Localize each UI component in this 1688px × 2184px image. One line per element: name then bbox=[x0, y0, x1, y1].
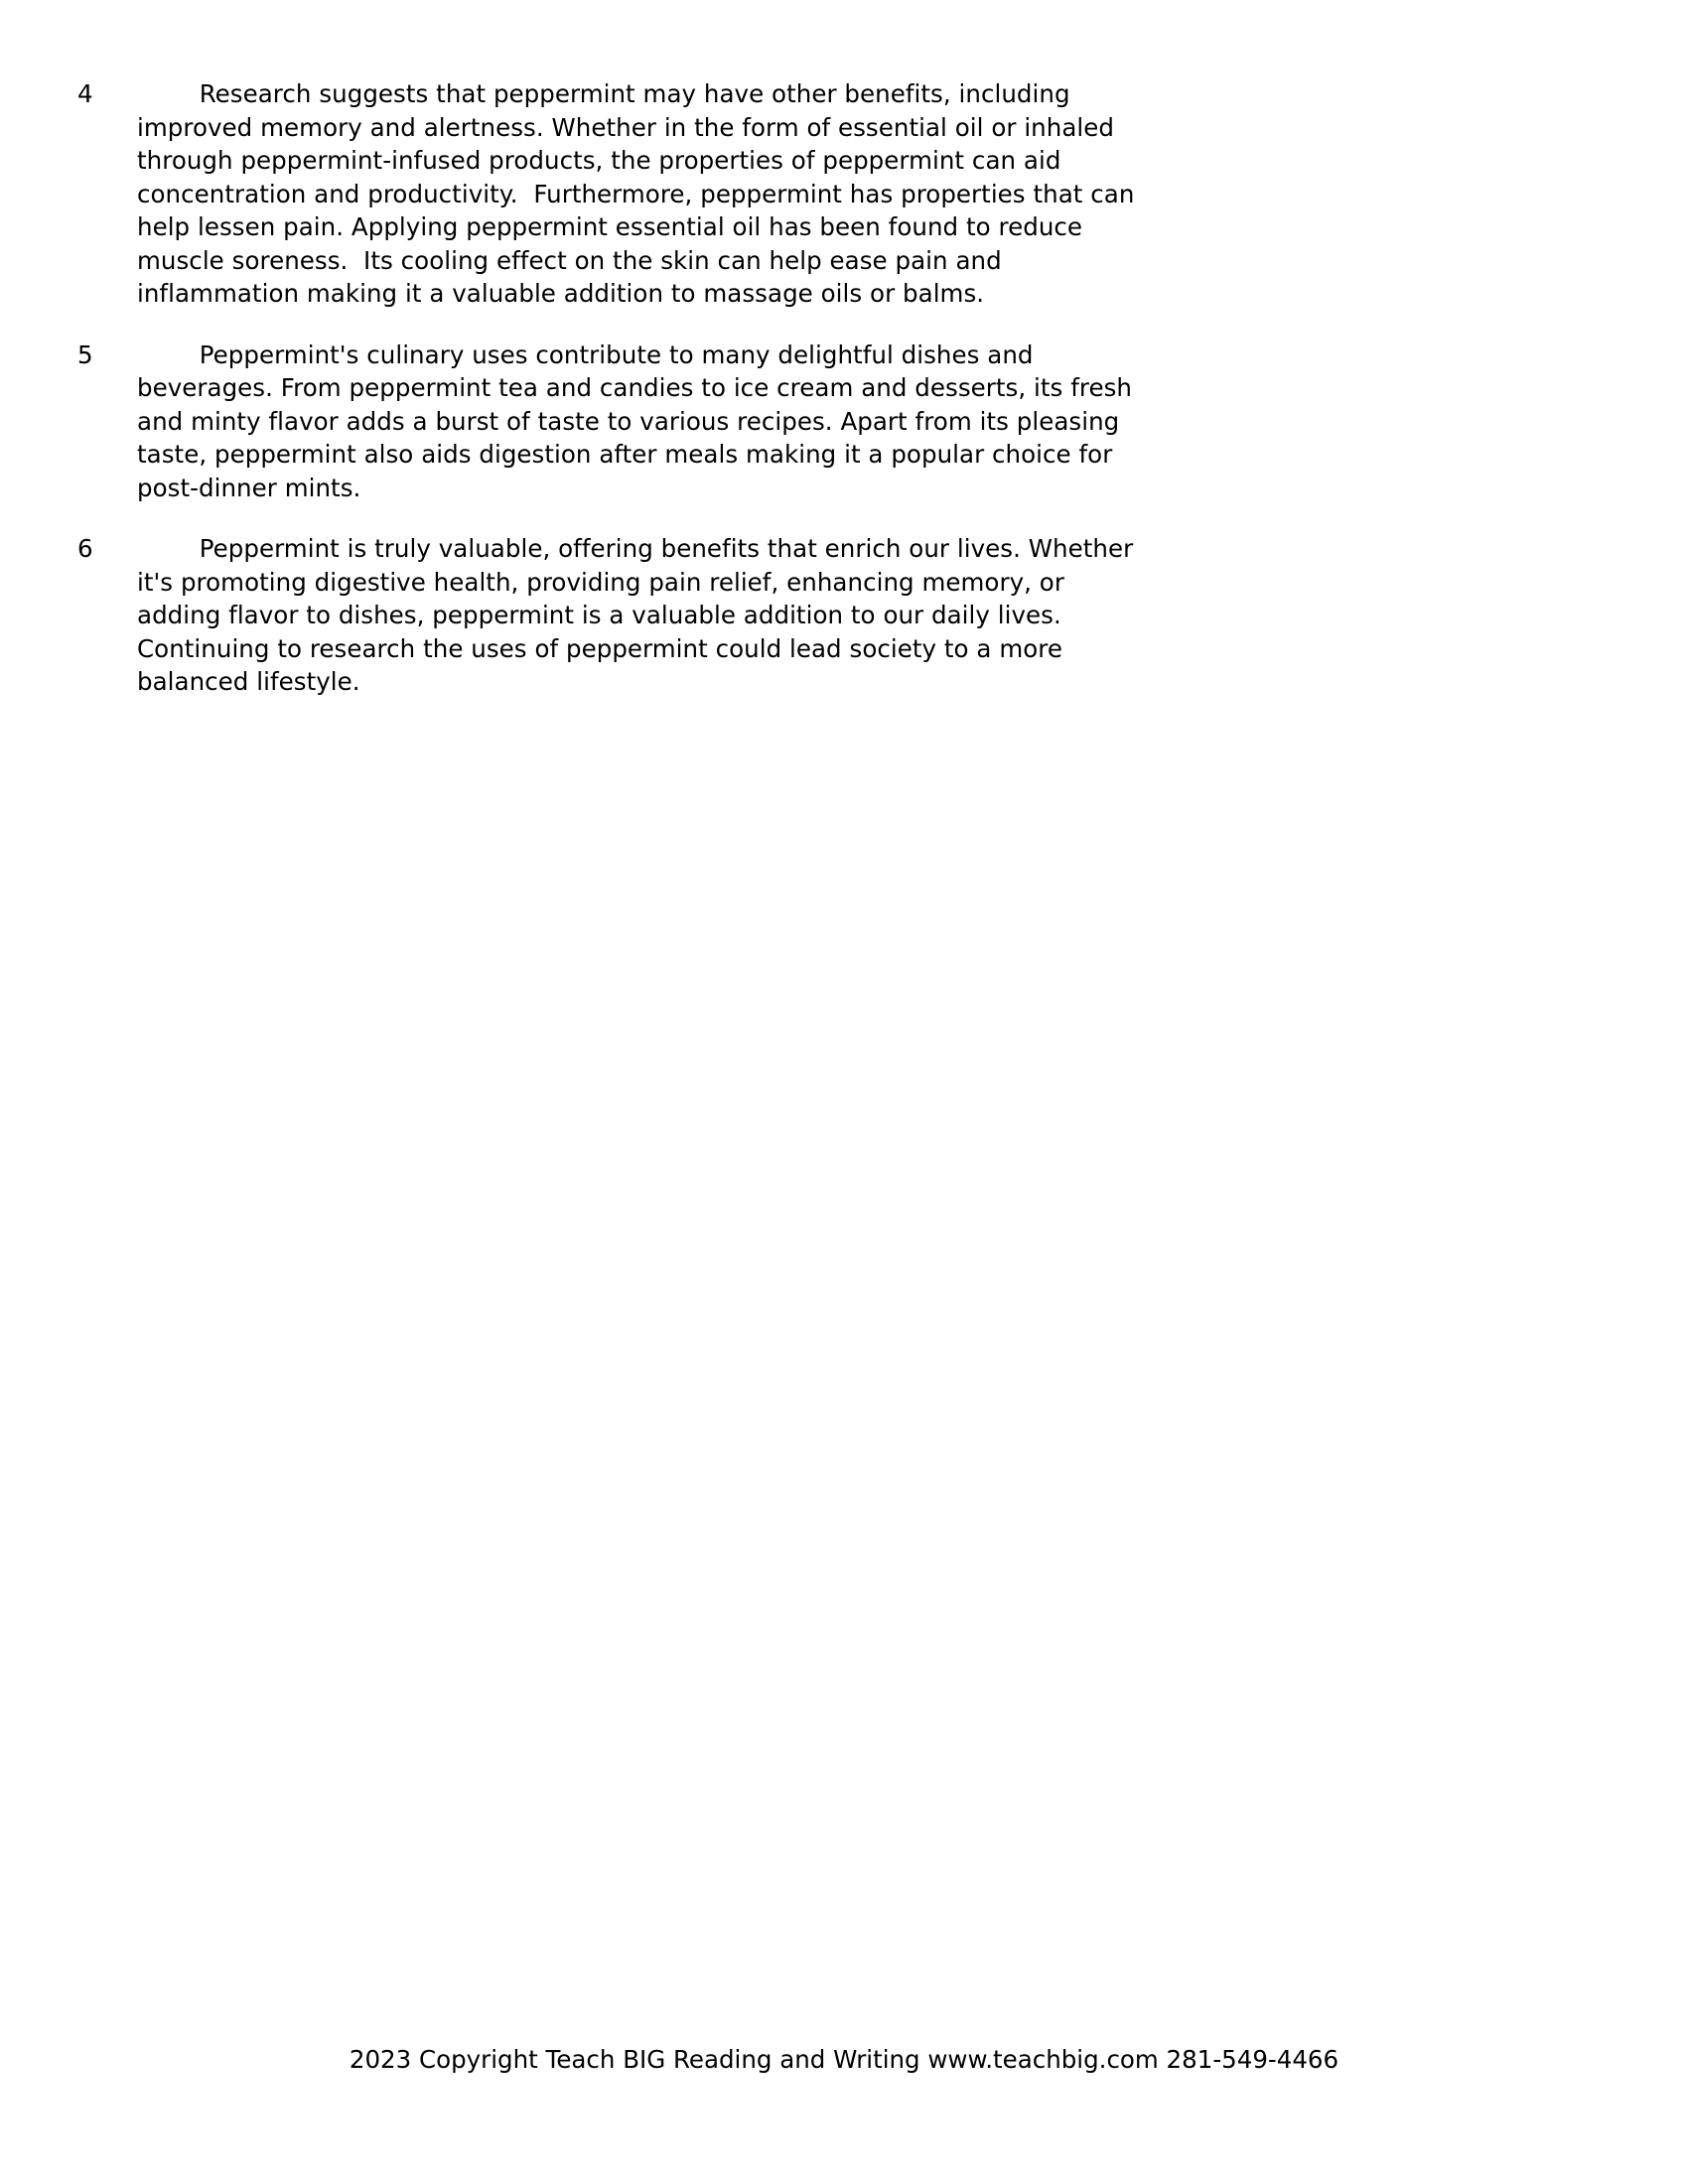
footer-copyright-text: 2023 Copyright Teach BIG Reading and Writing www.teachbig.com 281-549-4466 bbox=[349, 2045, 1339, 2074]
paragraph-text-4: Research suggests that peppermint may have other benefits, including improved memory and alertness. Whether in the form of essential oil or inhaled through peppermint-infused products, the properties of peppermint can aid concentration and productivity. Furthermore, peppermint has properties that can help lessen pain. Applying peppermint essential oil has been found to reduce muscle soreness. Its cooling effect on the skin can help ease pain and inflammation making it a valuable addition to massage oils or balms. bbox=[137, 79, 1143, 308]
paragraph-number-4: 4 bbox=[77, 79, 93, 108]
paragraph-block-5 bbox=[77, 339, 1140, 505]
page-footer bbox=[0, 2043, 1688, 2076]
paragraph-text-5: Peppermint's culinary uses contribute to many delightful dishes and beverages. From peppermint tea and candies to ice cream and desserts, its fresh and minty flavor adds a burst of taste to various recipes. Apart from its pleasing taste, peppermint also aids digestion after meals making it a popular choice for post-dinner mints. bbox=[137, 340, 1140, 502]
paragraph-text-6: Peppermint is truly valuable, offering benefits that enrich our lives. Whether it's promoting digestive health, providing pain relief, enhancing memory, or adding flavor to dishes, peppermint is a valuable addition to our daily lives. Continuing to research the uses of peppermint could lead society to a more balanced lifestyle. bbox=[137, 534, 1142, 696]
paragraph-number-6: 6 bbox=[77, 534, 93, 563]
paragraph-block-4 bbox=[77, 77, 1143, 311]
paragraph-number-5: 5 bbox=[77, 340, 93, 369]
passage-body bbox=[77, 77, 1143, 727]
paragraph-block-6 bbox=[77, 532, 1140, 699]
